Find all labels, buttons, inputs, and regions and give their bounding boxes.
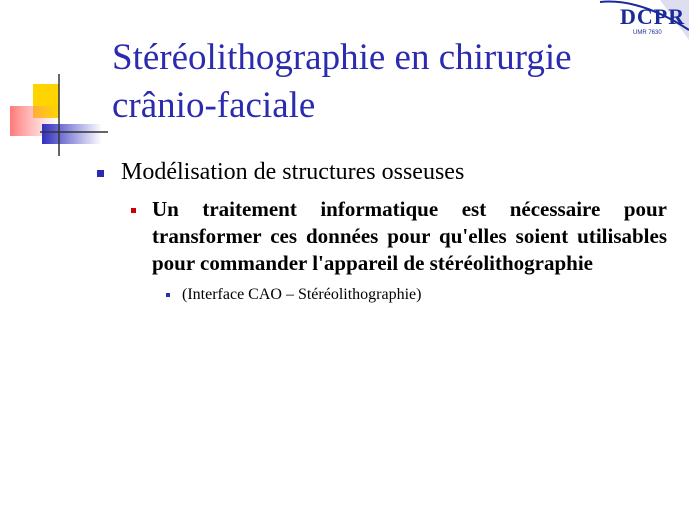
logo-subtitle: UMR 7630 — [633, 30, 662, 36]
decorative-squares — [0, 70, 110, 160]
slide-title — [112, 34, 672, 130]
bullet-level2-icon — [131, 208, 136, 213]
title-line-1: Stéréolithographie en chirurgie — [112, 37, 572, 78]
blue-square — [42, 124, 102, 144]
bullet-level3-text: (Interface CAO – Stéréolithographie) — [182, 286, 422, 303]
bullet-level1-text: Modélisation de structures osseuses — [121, 159, 465, 185]
bullet-level2-text: Un traitement informatique est nécessaire pour transformer ces données pour qu'elles soient utilisables pour commander l'appareil de stéréolithographie — [152, 197, 667, 275]
logo-text: DCPR — [620, 4, 686, 29]
bullet-level1-icon — [97, 170, 104, 177]
bullet-level3-icon — [166, 293, 170, 297]
title-line-2: crânio-faciale — [112, 85, 316, 126]
